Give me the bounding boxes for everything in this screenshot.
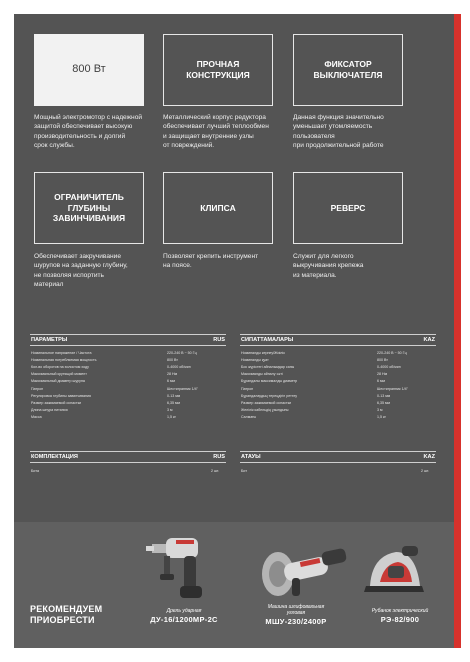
desc-switch-lock: Данная функция значительно уменьшает утомляемость пользователя при продолжительной работе [293,114,384,150]
desc-reverse: Служит для легкого выкручивания крепежа из материала. [293,253,364,279]
product-model: РЭ-82/900 [380,615,420,624]
kit-table-kz [240,451,436,474]
tile-reverse: РЕВЕРС [293,172,403,244]
recommend-footer [14,522,454,648]
params-lang: RUS [213,337,225,343]
desc-durable-construction: Металлический корпус редуктора обеспечивает лучший теплообмен и защищает внутренние узлы от повреждений. [163,114,269,150]
table-row: Максимальный диаметр шурупа 6 мм [31,379,175,384]
kit-table-header [240,451,436,463]
kit-lang: KAZ [423,454,435,460]
kit-title: КОМПЛЕКТАЦИЯ [31,454,78,460]
product-model: МШУ-230/2400Р [265,617,327,626]
table-row: Номиналды кернеу/Жиілік 220-240 В ~ 50 Гц [241,350,407,355]
kit-lang: RUS [213,454,225,460]
tile-depth-limiter: ОГРАНИЧИТЕЛЬ ГЛУБИНЫ ЗАВИНЧИВАНИЯ [34,172,144,244]
angle-grinder-image [260,538,350,600]
tile-power: 800 Вт [34,34,144,106]
table-row: Масса 1,5 кг [31,415,176,420]
electric-planer-image [362,542,428,598]
params-lang: KAZ [423,337,435,343]
product-impact-drill[interactable] [138,608,230,624]
table-row: Патрон Шестигранник 1/4" [241,386,408,391]
kit-table-ru [30,451,226,474]
table-row: Длина шнура питания 3 м [31,408,173,413]
table-row: Номинальное напряжение / Частота 220-240 В ~ 50 Гц [31,350,197,355]
table-row: Кол-во оборотов на холостом ходу 0-4000 об/мин [31,364,191,369]
table-row: Номинальная потребляемая мощность 800 Вт [31,357,178,362]
desc-power: Мощный электромотор с надежной защитой обеспечивает высокую производительность и долгий срок службы. [34,114,143,150]
product-electric-planer[interactable] [358,608,442,624]
params-table-header [240,334,436,346]
table-row: Максималды айналу сәті 28 Нм [241,372,388,377]
params-table-kz [240,334,436,421]
table-row: Салмағы 1,5 кг [241,415,386,420]
table-row: Размер зажимаемой оснастки 6,35 мм [31,400,180,405]
table-row: Регулировка глубины завинчивания 0-13 мм [31,393,181,398]
params-title: СИПАТТАМАЛАРЫ [241,337,294,343]
params-title: ПАРАМЕТРЫ [31,337,68,343]
table-row: Бос жүрістегі айналымдар саны 0-4000 об/мин [241,364,401,369]
product-caption: Рубанок электрический [371,608,429,614]
desc-clip: Позволяет крепить инструмент на поясе. [163,253,259,270]
table-row: Бит 2 шт. [241,468,430,473]
product-caption: Дрель ударная [166,608,202,614]
product-model: ДУ-16/1200МР-2С [150,615,218,624]
table-row: Бұрандалы максималды диаметр 6 мм [241,379,385,384]
impact-drill-image [146,528,216,604]
table-row: Максимальный крутящий момент 28 Нм [31,372,178,377]
tile-clip: КЛИПСА [163,172,273,244]
table-row: Патрон Шестигранник 1/4" [31,386,198,391]
table-row: Номиналды қуат 800 Вт [241,357,388,362]
tile-durable-construction: ПРОЧНАЯ КОНСТРУКЦИЯ [163,34,273,106]
table-row: Бита 2 шт. [31,468,220,473]
kit-table-header [30,451,226,463]
params-table-ru [30,334,226,421]
table-row: Желілік кабельдің ұзындығы 3 м [241,408,383,413]
product-angle-grinder[interactable] [244,604,348,626]
table-row: Бұрандалаудың тереңдігін реттеу 0-13 мм [241,393,391,398]
kit-title: АТАУЫ [241,454,261,460]
params-table-header [30,334,226,346]
table-row: Размер зажимаемой оснастки 6,35 мм [241,400,390,405]
product-caption: Машина шлифовальная угловая [267,604,325,616]
desc-depth-limiter: Обеспечивает закручивание шурупов на заданную глубину, не позволяя испортить материал [34,253,128,289]
tile-switch-lock: ФИКСАТОР ВЫКЛЮЧАТЕЛЯ [293,34,403,106]
recommend-heading: РЕКОМЕНДУЕМ ПРИОБРЕСТИ [30,604,103,625]
red-edge-stripe [454,14,461,648]
